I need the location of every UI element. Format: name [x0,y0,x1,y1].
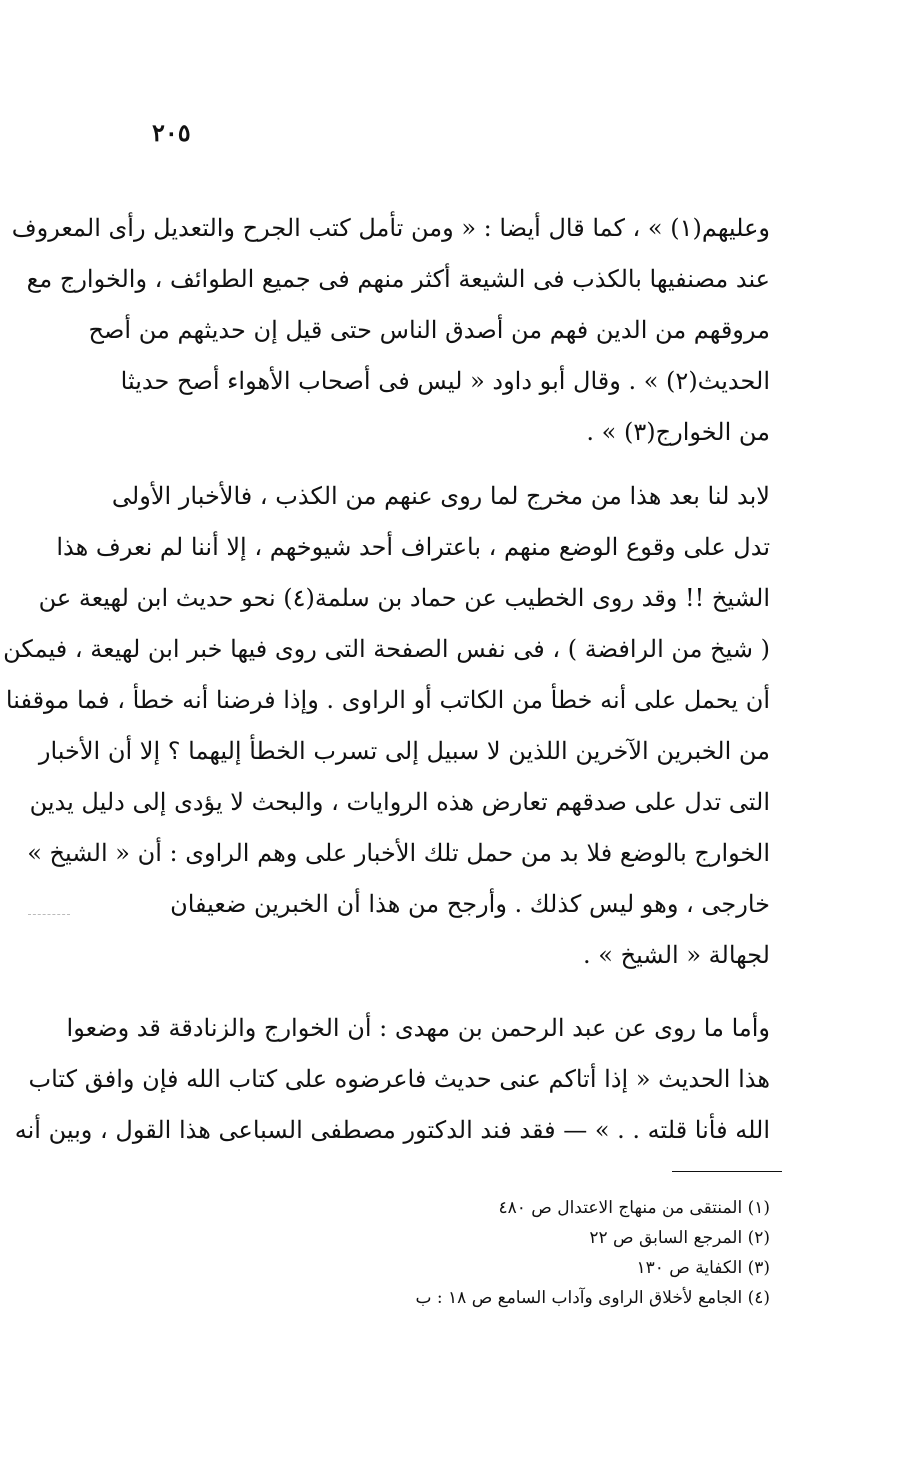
page-number: ٢٠٥ [152,118,191,147]
text-line: الشيخ !! وقد روى الخطيب عن حماد بن سلمة(٤) نحو حديث ابن لهيعة عن [38,584,770,612]
paragraph-1 [11,203,770,458]
text-line: من الخوارج(٣) » . [586,418,770,446]
footnote-1: (١) المنتقى من منهاج الاعتدال ص ٤٨٠ [498,1198,770,1218]
text-line: هذا الحديث « إذا أتاكم عنى حديث فاعرضوه على كتاب الله فإن وافق كتاب [28,1065,770,1093]
text-line: أن يحمل على أنه خطأ من الكاتب أو الراوى . وإذا فرضنا أنه خطأ ، فما موقفنا [5,686,770,714]
text-line: ( شيخ من الرافضة ) ، فى نفس الصفحة التى روى فيها خبر ابن لهيعة ، فيمكن [3,635,770,663]
paragraph-2 [3,471,770,981]
text-line: الحديث(٢) » . وقال أبو داود « ليس فى أصحاب الأهواء أصح حديثا [120,367,770,395]
text-line: لجهالة « الشيخ » . [583,941,770,969]
text-line: الخوارج بالوضع فلا بد من حمل تلك الأخبار على وهم الراوى : أن « الشيخ » [27,839,770,867]
text-line: مروقهم من الدين فهم من أصدق الناس حتى قيل إن حديثهم من أصح [88,316,770,344]
text-line: وأما ما روى عن عبد الرحمن بن مهدى : أن الخوارج والزنادقة قد وضعوا [66,1014,770,1042]
footnote-divider [672,1171,782,1172]
text-line: التى تدل على صدقهم تعارض هذه الروايات ، والبحث لا يؤدى إلى دليل يدين [29,788,770,816]
text-line: تدل على وقوع الوضع منهم ، باعتراف أحد شيوخهم ، إلا أننا لم نعرف هذا [56,533,770,561]
text-line: عند مصنفيها بالكذب فى الشيعة أكثر منهم فى جميع الطوائف ، والخوارج مع [26,265,770,293]
footnotes [330,1193,770,1313]
margin-mark [28,914,70,915]
footnote-4: (٤) الجامع لأخلاق الراوى وآداب السامع ص ١٨ : ب [415,1288,770,1308]
text-line: من الخبرين الآخرين اللذين لا سبيل إلى تسرب الخطأ إليهما ؟ إلا أن الأخبار [38,737,770,765]
text-line: لابد لنا بعد هذا من مخرج لما روى عنهم من الكذب ، فالأخبار الأولى [111,482,770,510]
text-line: خارجى ، وهو ليس كذلك . وأرجح من هذا أن الخبرين ضعيفان [170,890,770,918]
footnote-3: (٣) الكفاية ص ١٣٠ [636,1258,770,1278]
text-line: الله فأنا قلته . . » — فقد فند الدكتور مصطفى السباعى هذا القول ، وبين أنه [14,1116,770,1144]
text-line: وعليهم(١) » ، كما قال أيضا : « ومن تأمل كتب الجرح والتعديل رأى المعروف [11,214,770,242]
paragraph-3 [14,1003,770,1156]
footnote-2: (٢) المرجع السابق ص ٢٢ [589,1228,770,1248]
